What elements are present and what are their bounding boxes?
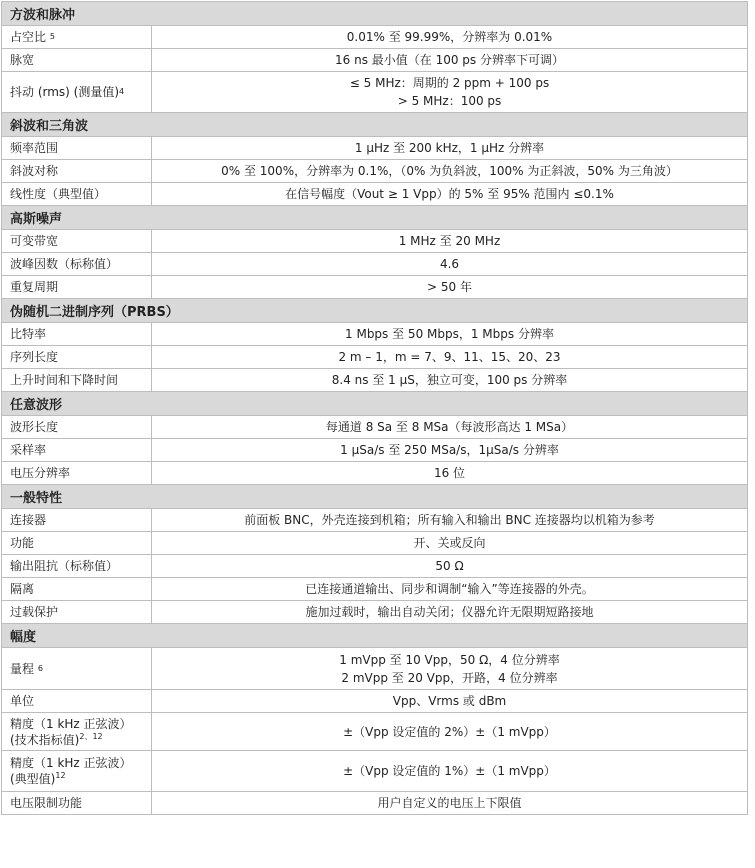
- row-value: 开、关或反向: [413, 536, 486, 550]
- row-label: 功能: [2, 532, 152, 554]
- row-value: 1 µHz 至 200 kHz，1 µHz 分辨率: [354, 141, 545, 155]
- table-row: [2, 416, 747, 439]
- table-row: [2, 509, 747, 532]
- row-value: 16 位: [433, 466, 466, 480]
- row-value: 16 ns 最小值（在 100 ps 分辨率下可调）: [335, 53, 564, 67]
- row-label: 电压分辨率: [2, 462, 152, 484]
- table-row: [2, 713, 747, 751]
- section-header-general: [2, 485, 747, 509]
- row-value: 0.01% 至 99.99%，分辨率为 0.01%: [346, 30, 553, 44]
- row-label: 脉宽: [2, 49, 152, 71]
- row-label: 量程 6: [2, 648, 152, 689]
- row-value: 1 MHz 至 20 MHz: [398, 234, 501, 248]
- section-header-gaussian-noise: [2, 206, 747, 230]
- table-row: [2, 555, 747, 578]
- row-value: 施加过载时，输出自动关闭；仪器允许无限期短路接地: [305, 605, 594, 619]
- table-row: [2, 601, 747, 624]
- row-label: 可变带宽: [2, 230, 152, 252]
- section-title: 任意波形: [10, 398, 63, 413]
- row-label: 精度（1 kHz 正弦波） (典型值)$^{12}$: [2, 751, 152, 791]
- row-label: 上升时间和下降时间: [2, 369, 152, 391]
- section-title: 高斯噪声: [10, 212, 63, 227]
- table-row: [2, 532, 747, 555]
- row-value: 8.4 ns 至 1 µS，独立可变，100 ps 分辨率: [331, 373, 568, 387]
- row-label: 比特率: [2, 323, 152, 345]
- row-label: 线性度（典型值）: [2, 183, 152, 205]
- table-row: [2, 323, 747, 346]
- section-title: 一般特性: [10, 491, 63, 506]
- row-value: 已连接通道输出、同步和调制“输入”等连接器的外壳。: [305, 582, 594, 596]
- section-title: 斜波和三角波: [10, 119, 89, 134]
- row-value: 4.6: [439, 257, 460, 271]
- row-value: 1 mVpp 至 10 Vpp，50 Ω，4 位分辨率 2 mVpp 至 20 Vpp，开路，4 位分辨率: [339, 652, 560, 685]
- section-header-ramp-triangle: [2, 113, 747, 137]
- table-row: [2, 439, 747, 462]
- row-value: ≤ 5 MHz：周期的 2 ppm + 100 ps > 5 MHz：100 ps: [349, 76, 550, 108]
- row-value: 前面板 BNC，外壳连接到机箱；所有输入和输出 BNC 连接器均以机箱为参考: [244, 513, 655, 527]
- row-value: ±（Vpp 设定值的 1%）±（1 mVpp）: [343, 764, 556, 778]
- table-row: [2, 230, 747, 253]
- table-row: [2, 462, 747, 485]
- table-row: [2, 253, 747, 276]
- row-value: 在信号幅度（Vout ≥ 1 Vpp）的 5% 至 95% 范围内 ≤0.1%: [285, 187, 614, 201]
- row-label: 序列长度: [2, 346, 152, 368]
- table-row: [2, 72, 747, 113]
- row-label: 波峰因数（标称值）: [2, 253, 152, 275]
- table-row: [2, 792, 747, 814]
- row-value: ±（Vpp 设定值的 2%）±（1 mVpp）: [343, 724, 556, 739]
- table-row: [2, 648, 747, 690]
- section-title: 幅度: [10, 630, 37, 645]
- table-row: [2, 49, 747, 72]
- section-header-amplitude: [2, 624, 747, 648]
- row-label: 频率范围: [2, 137, 152, 159]
- row-value: 2 m – 1，m = 7、9、11、15、20、23: [338, 350, 561, 364]
- row-label: 连接器: [2, 509, 152, 531]
- section-title: 方波和脉冲: [10, 8, 76, 23]
- row-value: > 50 年: [427, 280, 472, 294]
- row-label: 抖动 (rms) (测量值) 4: [2, 72, 152, 112]
- section-header-prbs: [2, 299, 747, 323]
- row-label: 输出阻抗（标称值）: [2, 555, 152, 577]
- table-row: [2, 690, 747, 713]
- row-label: 精度（1 kHz 正弦波） (技术指标值)$^{2、12}$: [2, 713, 152, 750]
- table-row: [2, 26, 747, 49]
- table-row: [2, 160, 747, 183]
- row-value: 1 Mbps 至 50 Mbps，1 Mbps 分辨率: [345, 327, 554, 341]
- section-title: 伪随机二进制序列（PRBS）: [10, 305, 179, 320]
- row-label: 过载保护: [2, 601, 152, 623]
- row-label: 单位: [2, 690, 152, 712]
- row-value: 0% 至 100%，分辨率为 0.1%，（0% 为负斜波，100% 为正斜波，50% 为三角波）: [221, 164, 678, 178]
- row-value: 用户自定义的电压上下限值: [377, 796, 522, 810]
- table-row: [2, 346, 747, 369]
- row-label: 电压限制功能: [2, 792, 152, 814]
- row-label: 斜波对称: [2, 160, 152, 182]
- row-label: 重复周期: [2, 276, 152, 298]
- row-value: 1 µSa/s 至 250 MSa/s，1µSa/s 分辨率: [340, 443, 559, 457]
- table-row: [2, 137, 747, 160]
- section-header-square-pulse: [2, 2, 747, 26]
- row-label: 占空比 5: [2, 26, 152, 48]
- table-row: [2, 578, 747, 601]
- section-header-arbitrary-waveform: [2, 392, 747, 416]
- spec-table: [1, 1, 748, 815]
- row-value: 50 Ω: [435, 559, 464, 573]
- row-value: 每通道 8 Sa 至 8 MSa（每波形高达 1 MSa）: [325, 420, 574, 434]
- table-row: [2, 751, 747, 792]
- table-row: [2, 183, 747, 206]
- table-row: [2, 276, 747, 299]
- table-row: [2, 369, 747, 392]
- row-label: 波形长度: [2, 416, 152, 438]
- row-label: 隔离: [2, 578, 152, 600]
- row-label: 采样率: [2, 439, 152, 461]
- row-value: Vpp、Vrms 或 dBm: [392, 694, 507, 708]
